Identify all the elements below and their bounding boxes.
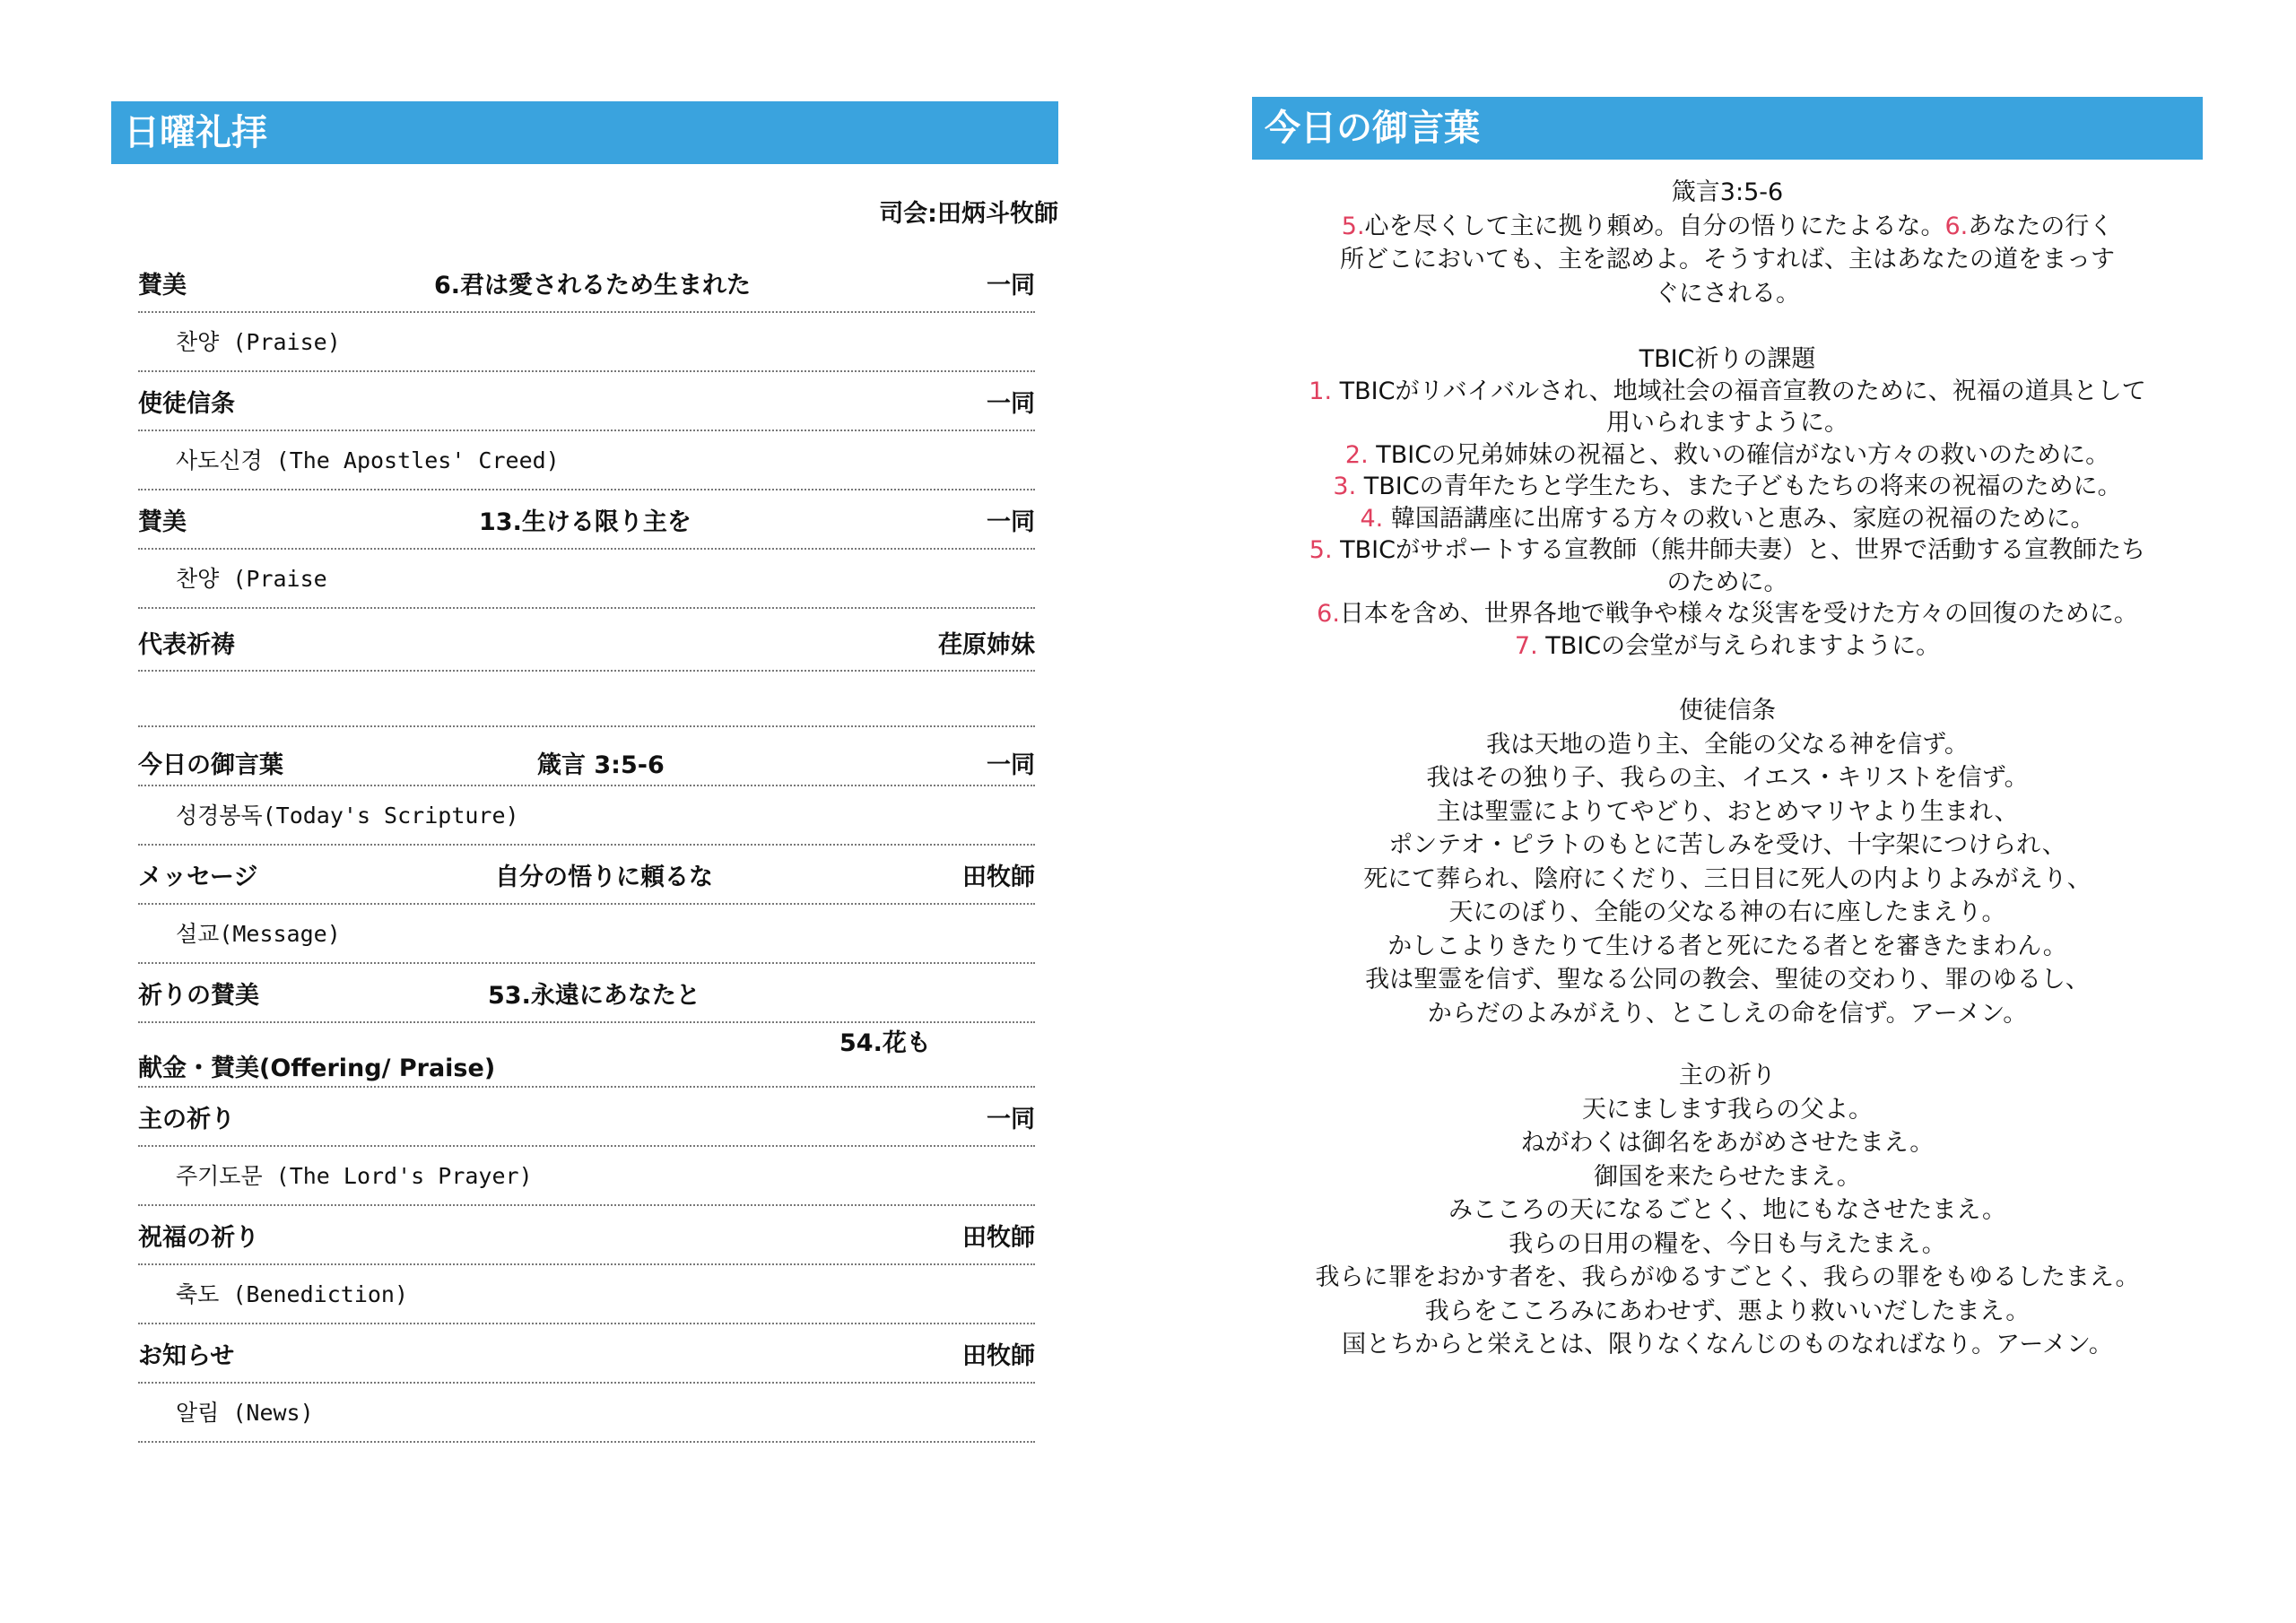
scripture-line xyxy=(1252,210,2203,244)
program-title: お知らせ xyxy=(138,1342,235,1370)
topic-text: TBICの青年たちと学生たち、また子どもたちの将来の祝福のために。 xyxy=(1363,473,2122,500)
prayer-line: 国とちからと栄えとは、限りなくなんじのものなればなり。アーメン。 xyxy=(1342,1331,2113,1358)
prayer-topic xyxy=(1252,439,2203,472)
program-leader: 田牧師 xyxy=(962,1224,1035,1252)
topic-number: 7. xyxy=(1514,631,1538,660)
program-korean: 알림 (News) xyxy=(176,1400,314,1426)
program-row-scripture xyxy=(138,727,1035,786)
verse-number: 5. xyxy=(1341,212,1365,240)
program-detail: 13.生ける限り主を xyxy=(479,508,691,536)
section-title: 主の祈り xyxy=(1679,1062,1776,1089)
creed-line: かしこよりきたりて生ける者と死にたる者とを審きたまわん。 xyxy=(1387,932,2067,960)
prayer-topic xyxy=(1252,534,2203,567)
panel-title: 日曜礼拝 xyxy=(111,101,1058,164)
topic-number: 4. xyxy=(1360,504,1384,533)
creed-line: 主は聖霊によりてやどり、おとめマリヤより生まれ、 xyxy=(1436,797,2019,826)
creed-block xyxy=(1252,694,2203,1030)
lords-prayer-block xyxy=(1252,1059,2203,1362)
program-title: 献金・賛美(Offering/ Praise) xyxy=(138,1055,496,1082)
verse-number: 6. xyxy=(1944,212,1969,240)
program-list xyxy=(138,254,1035,1443)
program-detail: 6.君は愛されるため生まれた xyxy=(434,272,752,299)
program-detail: 54.花も xyxy=(839,1029,931,1057)
creed-line: 天にのぼり、全能の父なる神の右に座したまえり。 xyxy=(1448,898,2006,926)
prayer-topic xyxy=(1252,503,2203,535)
prayer-line: 天にまします我らの父よ。 xyxy=(1582,1095,1873,1124)
program-subrow xyxy=(138,550,1035,609)
scripture-ref: 箴言3:5-6 xyxy=(1671,178,1784,206)
program-title: 賛美 xyxy=(138,508,187,536)
prayer-line: 御国を来たらせたまえ。 xyxy=(1594,1162,1861,1191)
prayer-line: 我らの日用の糧を、今日も与えたまえ。 xyxy=(1509,1229,1946,1258)
program-korean: 사도신경 (The Apostles' Creed) xyxy=(176,447,560,473)
creed-line: 我はその独り子、我らの主、イエス・キリストを信ず。 xyxy=(1426,764,2029,792)
program-subrow xyxy=(138,1384,1035,1443)
topic-text: TBICがサポートする宣教師（熊井師夫妻）と、世界で活動する宣教師たち xyxy=(1340,536,2146,564)
program-title: 今日の御言葉 xyxy=(138,751,283,779)
scripture-line: 所どこにおいても、主を認めよ。そうすれば、主はあなたの道をまっす xyxy=(1340,246,2115,273)
program-leader: 一同 xyxy=(987,390,1035,418)
moderator-label: 司会:田炳斗牧師 xyxy=(879,200,1058,228)
program-subrow xyxy=(138,313,1035,372)
program-row-prayer-praise xyxy=(138,964,1035,1023)
topic-number: 6. xyxy=(1317,600,1340,628)
scripture-block xyxy=(1252,176,2203,310)
program-leader: 荏原姉妹 xyxy=(938,631,1035,659)
program-row-news xyxy=(138,1324,1035,1384)
program-subrow xyxy=(138,905,1035,964)
prayer-line: 我らをこころみにあわせず、悪より救いいだしたまえ。 xyxy=(1424,1297,2031,1325)
program-leader: 一同 xyxy=(987,508,1035,536)
prayer-line: 我らに罪をおかす者を、我らがゆるすごとく、我らの罪をもゆるしたまえ。 xyxy=(1315,1263,2140,1291)
topic-text: TBICの兄弟姉妹の祝福と、救いの確信がない方々の救いのために。 xyxy=(1376,440,2110,469)
program-korean: 찬양 (Praise xyxy=(176,566,327,592)
topic-text: TBICの会堂が与えられますように。 xyxy=(1545,631,1941,660)
prayer-topic-cont: のために。 xyxy=(1666,568,1788,596)
program-row-praise xyxy=(138,254,1035,313)
prayer-topic-cont: 用いられますように。 xyxy=(1606,409,1848,437)
topic-number: 5. xyxy=(1309,536,1333,564)
prayer-topics-block xyxy=(1252,343,2203,662)
program-title: 代表祈祷 xyxy=(138,631,235,659)
topic-text: 日本を含め、世界各地で戦争や様々な災害を受けた方々の回復のために。 xyxy=(1339,600,2138,628)
program-title: 賛美 xyxy=(138,272,187,299)
prayer-topic xyxy=(1252,376,2203,408)
topic-text: TBICがリバイバルされ、地域社会の福音宣教のために、祝福の道具として xyxy=(1339,377,2146,405)
topic-number: 2. xyxy=(1344,440,1369,469)
program-detail: 自分の悟りに頼るな xyxy=(495,864,713,891)
program-subrow xyxy=(138,786,1035,846)
creed-line: ポンテオ・ピラトのもとに苦しみを受け、十字架につけられ、 xyxy=(1388,831,2066,859)
topic-number: 3. xyxy=(1333,473,1357,500)
program-row-prayer xyxy=(138,609,1035,672)
verse-text: 心を尽くして主に拠り頼め。自分の悟りにたよるな。 xyxy=(1364,212,1945,240)
program-subrow xyxy=(138,431,1035,490)
panel-title: 今日の御言葉 xyxy=(1252,97,2203,160)
program-row-lords-prayer xyxy=(138,1088,1035,1147)
verse-text: あなたの行く xyxy=(1968,212,2114,240)
program-row-offering xyxy=(138,1023,1035,1088)
program-subrow-empty xyxy=(138,672,1035,727)
program-leader: 田牧師 xyxy=(962,864,1035,891)
program-leader: 田牧師 xyxy=(962,1342,1035,1370)
program-korean: 성경봉독(Today's Scripture) xyxy=(176,803,519,829)
creed-line: 我は聖霊を信ず、聖なる公同の教会、聖徒の交わり、罪のゆるし、 xyxy=(1365,966,2090,994)
program-title: メッセージ xyxy=(138,864,258,891)
program-korean: 축도 (Benediction) xyxy=(176,1281,409,1307)
prayer-line: みこころの天になるごとく、地にもなさせたまえ。 xyxy=(1448,1196,2007,1224)
program-subrow xyxy=(138,1147,1035,1206)
program-title: 祈りの賛美 xyxy=(138,982,259,1010)
program-row-message xyxy=(138,846,1035,905)
program-row-praise-2 xyxy=(138,490,1035,550)
program-title: 使徒信条 xyxy=(138,390,235,418)
topic-text: 韓国語講座に出席する方々の救いと恵み、家庭の祝福のために。 xyxy=(1390,504,2095,533)
program-detail: 箴言 3:5-6 xyxy=(537,751,665,779)
prayer-topic xyxy=(1252,630,2203,663)
program-leader: 一同 xyxy=(987,751,1035,779)
program-korean: 주기도문 (The Lord's Prayer) xyxy=(176,1163,533,1189)
prayer-topic xyxy=(1252,471,2203,503)
program-leader: 一同 xyxy=(987,272,1035,299)
program-row-creed xyxy=(138,372,1035,431)
program-subrow xyxy=(138,1265,1035,1324)
program-korean: 찬양 (Praise) xyxy=(176,329,341,355)
program-title: 主の祈り xyxy=(138,1106,235,1133)
program-title: 祝福の祈り xyxy=(138,1224,259,1252)
scripture-line: ぐにされる。 xyxy=(1655,279,1800,308)
creed-line: 我は天地の造り主、全能の父なる神を信ず。 xyxy=(1486,730,1969,759)
creed-line: からだのよみがえり、とこしえの命を信ず。アーメン。 xyxy=(1427,999,2028,1028)
section-title: 使徒信条 xyxy=(1679,697,1776,725)
program-row-benediction xyxy=(138,1206,1035,1265)
prayer-topic xyxy=(1252,598,2203,630)
program-korean: 설교(Message) xyxy=(176,921,341,947)
program-leader: 一同 xyxy=(987,1106,1035,1133)
section-title: TBIC祈りの課題 xyxy=(1639,345,1816,373)
prayer-line: ねがわくは御名をあがめさせたまえ。 xyxy=(1520,1129,1935,1157)
topic-number: 1. xyxy=(1309,377,1333,405)
program-detail: 53.永遠にあなたと xyxy=(488,982,700,1010)
creed-line: 死にて葬られ、陰府にくだり、三日目に死人の内よりよみがえり、 xyxy=(1363,864,2092,893)
